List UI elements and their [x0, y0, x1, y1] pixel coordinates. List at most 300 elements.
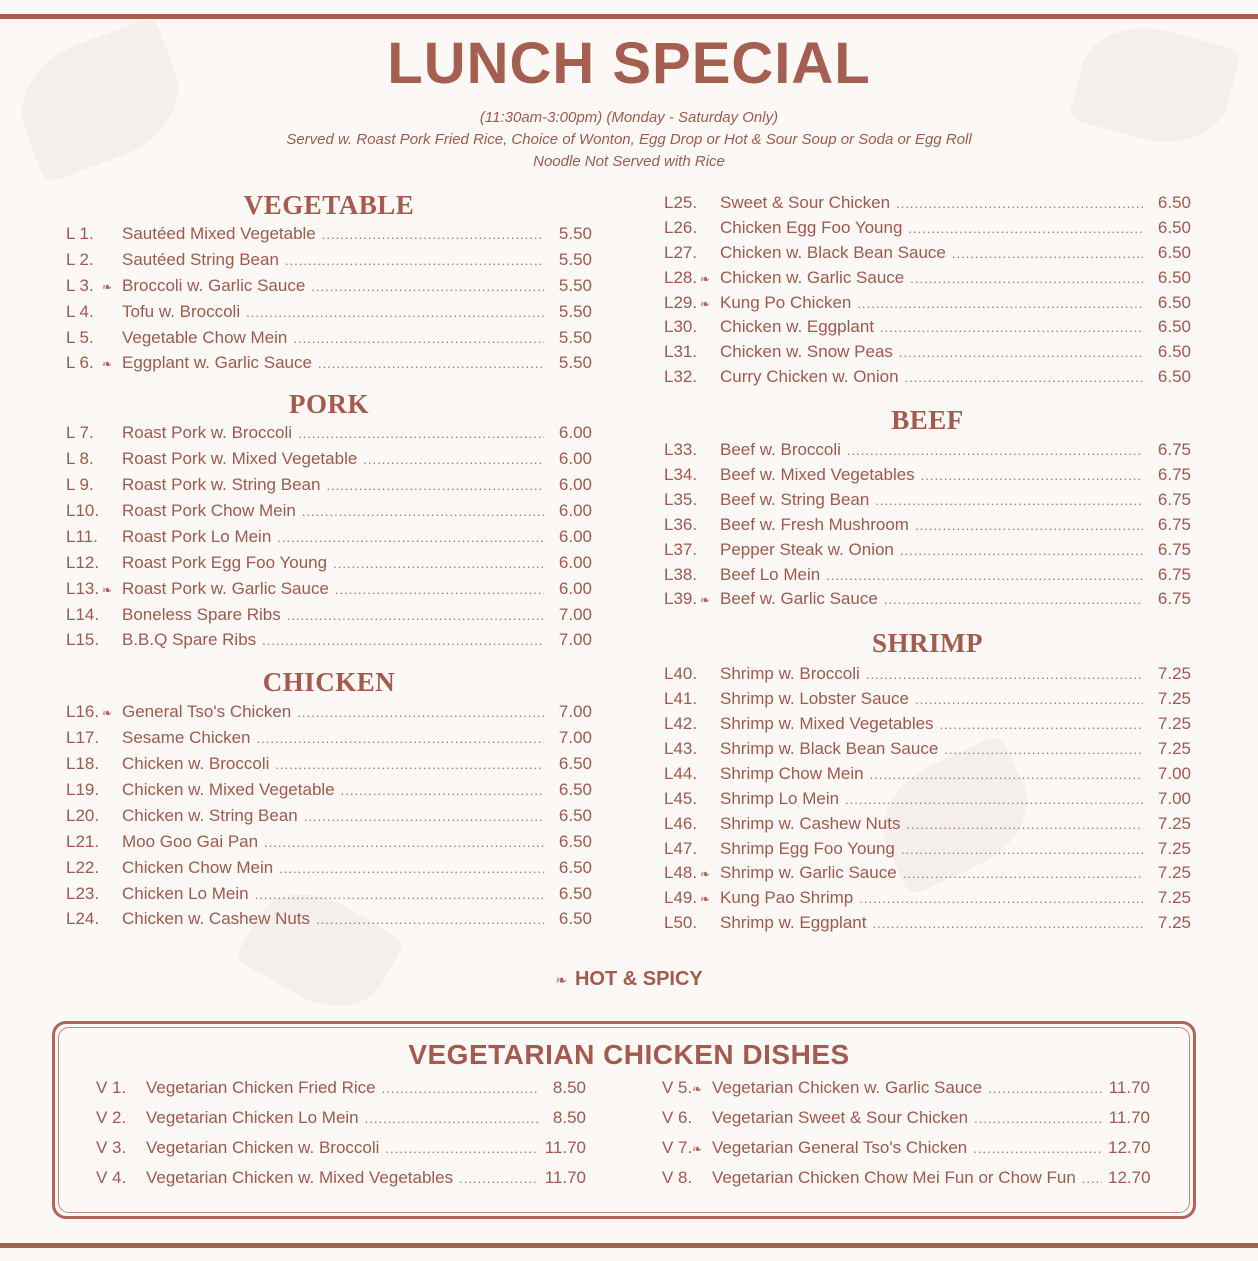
item-price: 12.70 — [1108, 1168, 1151, 1187]
item-price: 5.50 — [558, 275, 592, 295]
served-with-note: Served w. Roast Pork Fried Rice, Choice of Wonton, Egg Drop or Hot & Sour Soup or Soda or Egg Roll — [286, 131, 972, 148]
item-name: Chicken w. Garlic Sauce — [720, 267, 905, 287]
item-code-wrap — [664, 193, 718, 213]
hot-pepper-icon: ❧ — [700, 892, 711, 907]
item-code-wrap — [664, 317, 718, 337]
dot-leader — [915, 689, 1143, 709]
top-rule — [0, 14, 1258, 19]
item-price: 6.00 — [558, 501, 592, 521]
dot-leader — [257, 728, 544, 748]
item-code-wrap — [664, 888, 718, 908]
item-code: L12. — [66, 552, 100, 572]
hot-pepper-icon: ❧ — [692, 1082, 703, 1096]
item-code: L36. — [664, 514, 698, 534]
hot-pepper-icon: ❧ — [555, 972, 567, 988]
item-code: L21. — [66, 831, 100, 851]
dot-leader — [896, 193, 1143, 213]
item-price: 6.50 — [558, 754, 592, 774]
dot-leader — [365, 1108, 538, 1128]
item-code: L28. — [664, 267, 698, 287]
item-price: 6.75 — [1157, 564, 1191, 584]
bottom-rule — [0, 1243, 1258, 1248]
item-name: Chicken Egg Foo Young — [720, 217, 903, 237]
menu-item — [66, 501, 592, 527]
item-name: Chicken w. Black Bean Sauce — [720, 242, 946, 262]
dot-leader — [900, 540, 1143, 560]
item-price: 6.00 — [558, 449, 592, 469]
item-name: Sautéed Mixed Vegetable — [122, 224, 316, 243]
item-code: L11. — [66, 526, 98, 546]
item-code-wrap — [66, 884, 120, 904]
menu-item — [664, 589, 1191, 614]
item-code: V 4. — [96, 1168, 127, 1187]
dot-leader — [262, 630, 544, 650]
item-code: V 2. — [96, 1108, 127, 1127]
item-code-wrap — [664, 440, 718, 460]
dot-leader — [847, 440, 1143, 460]
item-code: L 2. — [66, 249, 94, 269]
item-code: L25. — [664, 193, 698, 212]
item-code: L30. — [664, 317, 698, 337]
item-code: V 6. — [662, 1108, 693, 1127]
dot-leader — [866, 664, 1143, 684]
section-title-pork: PORK — [289, 389, 369, 420]
item-price: 7.25 — [1157, 813, 1191, 833]
item-code-wrap — [664, 789, 718, 809]
item-code-wrap — [664, 515, 718, 535]
menu-item — [66, 328, 592, 354]
dot-leader — [318, 353, 544, 373]
item-name: Shrimp w. Mixed Vegetables — [720, 714, 934, 734]
item-price: 6.50 — [558, 909, 592, 929]
item-price: 7.25 — [1157, 689, 1191, 709]
item-code-wrap — [66, 501, 120, 521]
item-code: L37. — [664, 539, 698, 559]
item-price: 6.50 — [558, 805, 592, 825]
item-code: L23. — [66, 883, 100, 903]
item-price: 6.50 — [1157, 217, 1191, 237]
chicken-continued-items — [664, 193, 1191, 392]
menu-item — [66, 884, 592, 910]
vegetarian-title: VEGETARIAN CHICKEN DISHES — [408, 1039, 850, 1070]
section-title-chicken: CHICKEN — [262, 667, 396, 698]
dot-leader — [311, 276, 544, 296]
item-code-wrap — [664, 839, 718, 859]
item-code-wrap — [96, 1078, 144, 1098]
item-name: Shrimp w. Lobster Sauce — [720, 689, 909, 709]
item-name: Broccoli w. Garlic Sauce — [122, 275, 306, 295]
item-code-wrap — [664, 863, 718, 883]
hot-pepper-icon: ❧ — [700, 867, 711, 882]
item-name: Roast Pork w. Broccoli — [122, 423, 293, 443]
item-code: L19. — [66, 780, 100, 800]
item-price: 6.50 — [558, 883, 592, 903]
item-code-wrap — [96, 1108, 144, 1128]
item-code-wrap — [664, 739, 718, 759]
item-price: 11.70 — [1108, 1108, 1150, 1127]
item-code-wrap — [664, 218, 718, 238]
item-name: Shrimp w. Garlic Sauce — [720, 863, 897, 883]
item-name: Pepper Steak w. Onion — [720, 539, 894, 559]
item-code: L27. — [664, 242, 698, 262]
vegetarian-right-column — [662, 1078, 1150, 1198]
item-name: Shrimp Egg Foo Young — [720, 838, 895, 858]
item-name: Vegetable Chow Mein — [122, 327, 288, 347]
dot-leader — [275, 754, 544, 774]
dot-leader — [363, 449, 544, 469]
item-price: 7.25 — [1157, 888, 1191, 908]
menu-item — [662, 1078, 1150, 1108]
dot-leader — [293, 328, 544, 348]
menu-item — [664, 789, 1191, 814]
dot-leader — [298, 423, 544, 443]
dot-leader — [903, 863, 1143, 883]
menu-item — [66, 553, 592, 579]
dot-leader — [974, 1108, 1102, 1128]
item-name: Vegetarian General Tso's Chicken — [712, 1138, 968, 1157]
item-price: 6.50 — [1157, 267, 1191, 287]
hot-pepper-icon: ❧ — [692, 1142, 703, 1156]
menu-item — [664, 814, 1191, 839]
item-name: Vegetarian Chicken w. Garlic Sauce — [712, 1078, 983, 1097]
dot-leader — [333, 553, 544, 573]
item-price: 7.00 — [558, 604, 592, 624]
item-name: Shrimp w. Black Bean Sauce — [720, 739, 939, 759]
menu-item — [664, 465, 1191, 490]
item-code-wrap — [66, 353, 120, 373]
dot-leader — [285, 250, 544, 270]
menu-item — [96, 1138, 586, 1168]
menu-item — [66, 423, 592, 449]
item-code-wrap — [66, 832, 120, 852]
item-price: 7.25 — [1157, 913, 1191, 933]
menu-item — [662, 1138, 1150, 1168]
item-name: Chicken w. Eggplant — [720, 317, 875, 337]
menu-item — [664, 689, 1191, 714]
item-name: Vegetarian Chicken w. Broccoli — [146, 1138, 380, 1157]
vegetarian-left-items — [96, 1078, 586, 1198]
dot-leader — [940, 714, 1143, 734]
menu-item — [66, 302, 592, 328]
item-code-wrap — [664, 913, 718, 933]
dot-leader — [335, 579, 544, 599]
dot-leader — [952, 243, 1143, 263]
item-name: Chicken w. Cashew Nuts — [122, 909, 311, 929]
menu-item — [664, 863, 1191, 888]
menu-item — [66, 579, 592, 605]
dot-leader — [302, 501, 544, 521]
menu-item — [66, 605, 592, 631]
hot-pepper-icon: ❧ — [102, 357, 113, 372]
item-price: 8.50 — [552, 1078, 586, 1097]
item-code-wrap — [66, 328, 120, 348]
item-price: 5.50 — [558, 301, 592, 321]
item-name: Beef w. Mixed Vegetables — [720, 465, 915, 485]
item-code: L 3. — [66, 275, 94, 295]
item-price: 6.75 — [1157, 440, 1191, 460]
item-code-wrap — [66, 702, 120, 722]
item-name: Chicken w. String Bean — [122, 805, 298, 825]
menu-item — [96, 1078, 586, 1108]
item-code: L42. — [664, 714, 698, 734]
dot-leader — [316, 909, 544, 929]
item-price: 6.75 — [1157, 489, 1191, 509]
menu-item — [664, 218, 1191, 243]
item-code-wrap — [66, 423, 120, 443]
item-code: V 7. — [662, 1138, 693, 1157]
right-menu-column — [664, 193, 1191, 938]
item-code: L24. — [66, 909, 100, 929]
item-name: Beef w. Broccoli — [720, 440, 841, 460]
item-code: L38. — [664, 564, 698, 584]
item-name: Shrimp w. Eggplant — [720, 913, 867, 933]
item-code-wrap — [664, 814, 718, 834]
item-price: 7.25 — [1157, 838, 1191, 858]
item-price: 6.75 — [1157, 465, 1191, 485]
dot-leader — [297, 702, 544, 722]
dot-leader — [910, 268, 1143, 288]
dot-leader — [279, 858, 544, 878]
dot-leader — [857, 293, 1143, 313]
item-code-wrap — [66, 250, 120, 270]
item-code: L 7. — [66, 423, 94, 443]
item-code: L31. — [664, 342, 698, 362]
item-code: L46. — [664, 813, 698, 833]
dot-leader — [921, 465, 1143, 485]
item-code: V 8. — [662, 1168, 693, 1187]
item-price: 6.75 — [1157, 539, 1191, 559]
menu-item — [664, 440, 1191, 465]
item-code-wrap — [664, 465, 718, 485]
item-price: 5.50 — [558, 249, 592, 269]
item-code: L 9. — [66, 475, 94, 495]
item-price: 7.25 — [1157, 664, 1191, 684]
dot-leader — [287, 605, 544, 625]
vegetarian-left-column — [96, 1078, 586, 1198]
item-name: Moo Goo Gai Pan — [122, 831, 259, 851]
item-name: Shrimp w. Broccoli — [720, 664, 860, 684]
dot-leader — [905, 367, 1143, 387]
menu-item — [66, 858, 592, 884]
dot-leader — [875, 490, 1143, 510]
dot-leader — [826, 565, 1143, 585]
item-code: L 8. — [66, 449, 94, 469]
item-code-wrap — [66, 527, 120, 547]
menu-item — [96, 1168, 586, 1198]
item-price: 6.75 — [1157, 514, 1191, 534]
section-title-beef: BEEF — [891, 405, 964, 436]
menu-item — [66, 806, 592, 832]
dot-leader — [304, 806, 544, 826]
legend-label: HOT & SPICY — [574, 968, 703, 990]
item-code: L49. — [664, 888, 698, 908]
menu-item — [664, 839, 1191, 864]
item-price: 6.00 — [558, 552, 592, 572]
item-name: B.B.Q Spare Ribs — [122, 630, 257, 650]
item-price: 6.50 — [558, 831, 592, 851]
menu-item — [66, 754, 592, 780]
dot-leader — [382, 1078, 538, 1098]
dot-leader — [255, 884, 544, 904]
item-price: 6.00 — [558, 526, 592, 546]
item-code-wrap — [66, 605, 120, 625]
menu-item — [664, 490, 1191, 515]
item-price: 7.00 — [1157, 788, 1191, 808]
item-code: L44. — [664, 763, 698, 783]
item-code-wrap — [664, 243, 718, 263]
item-code-wrap — [66, 224, 120, 244]
item-code: V 5. — [662, 1078, 693, 1097]
item-price: 5.50 — [558, 224, 592, 243]
item-code-wrap — [662, 1108, 710, 1128]
item-price: 7.25 — [1157, 714, 1191, 734]
item-price: 11.70 — [544, 1138, 586, 1157]
dot-leader — [988, 1078, 1102, 1098]
section-title-shrimp: SHRIMP — [872, 628, 983, 659]
item-name: Beef w. Fresh Mushroom — [720, 514, 909, 534]
item-code-wrap — [664, 540, 718, 560]
item-code: V 3. — [96, 1138, 127, 1157]
dot-leader — [385, 1138, 538, 1158]
item-price: 6.50 — [1157, 367, 1191, 387]
item-name: Roast Pork Chow Mein — [122, 501, 296, 521]
dot-leader — [459, 1168, 538, 1188]
menu-item — [66, 353, 592, 379]
menu-item — [66, 475, 592, 501]
item-price: 11.70 — [1108, 1078, 1150, 1097]
item-code: L 6. — [66, 353, 94, 373]
menu-item — [662, 1108, 1150, 1138]
menu-item — [664, 293, 1191, 318]
item-code: L13. — [66, 578, 100, 598]
hot-pepper-icon: ❧ — [102, 279, 113, 294]
item-name: Shrimp Chow Mein — [720, 763, 864, 783]
menu-item — [66, 832, 592, 858]
item-code: L26. — [664, 217, 698, 237]
item-code: L 5. — [66, 327, 94, 347]
dot-leader — [341, 780, 544, 800]
item-code-wrap — [66, 553, 120, 573]
hot-pepper-icon: ❧ — [700, 271, 711, 286]
item-code: L50. — [664, 913, 698, 933]
item-code-wrap — [66, 754, 120, 774]
menu-item — [664, 515, 1191, 540]
item-name: Kung Pao Shrimp — [720, 888, 854, 908]
menu-item — [66, 224, 592, 250]
item-name: Roast Pork w. Garlic Sauce — [122, 578, 329, 598]
dot-leader — [859, 888, 1143, 908]
menu-item — [664, 764, 1191, 789]
item-code: L17. — [66, 728, 100, 748]
item-name: Sautéed String Bean — [122, 249, 279, 269]
item-price: 6.00 — [558, 578, 592, 598]
menu-item — [664, 193, 1191, 218]
item-code-wrap — [96, 1168, 144, 1188]
menu-item — [66, 780, 592, 806]
hot-pepper-icon: ❧ — [102, 582, 113, 597]
hot-pepper-icon: ❧ — [102, 706, 113, 721]
item-price: 6.00 — [558, 475, 592, 495]
menu-item — [664, 367, 1191, 392]
item-name: Chicken Chow Mein — [122, 857, 274, 877]
item-code-wrap — [96, 1138, 144, 1158]
menu-item — [664, 888, 1191, 913]
item-code-wrap — [66, 728, 120, 748]
dot-leader — [901, 839, 1143, 859]
item-code-wrap — [664, 342, 718, 362]
menu-item — [66, 728, 592, 754]
item-code-wrap — [66, 806, 120, 826]
vegetable-items — [66, 224, 592, 379]
item-name: General Tso's Chicken — [122, 702, 292, 722]
hot-pepper-icon: ❧ — [700, 296, 711, 311]
item-price: 8.50 — [552, 1108, 586, 1127]
item-code: L45. — [664, 788, 698, 808]
item-name: Chicken Lo Mein — [122, 883, 249, 903]
item-name: Beef Lo Mein — [720, 564, 821, 584]
dot-leader — [277, 527, 544, 547]
item-name: Chicken w. Broccoli — [122, 754, 270, 774]
dot-leader — [915, 515, 1143, 535]
menu-item — [66, 630, 592, 656]
item-code-wrap — [664, 490, 718, 510]
section-title-vegetable: VEGETABLE — [243, 190, 415, 220]
item-price: 6.00 — [558, 423, 592, 443]
item-price: 7.00 — [558, 630, 592, 650]
menu-item — [66, 250, 592, 276]
menu-item — [664, 913, 1191, 938]
menu-item — [664, 342, 1191, 367]
hot-spicy-legend — [0, 968, 1258, 991]
item-code: V 1. — [96, 1078, 127, 1097]
item-code-wrap — [66, 449, 120, 469]
item-code-wrap — [66, 909, 120, 929]
menu-item — [66, 702, 592, 728]
item-name: Sesame Chicken — [122, 728, 251, 748]
item-name: Beef w. Garlic Sauce — [720, 589, 878, 609]
item-price: 5.50 — [558, 327, 592, 347]
item-price: 6.50 — [1157, 342, 1191, 362]
dot-leader — [906, 814, 1143, 834]
item-code: L29. — [664, 292, 698, 312]
item-name: Vegetarian Chicken Fried Rice — [146, 1078, 376, 1097]
menu-item — [66, 527, 592, 553]
chicken-items — [66, 702, 592, 935]
item-price: 11.70 — [544, 1168, 586, 1187]
item-name: Sweet & Sour Chicken — [720, 193, 891, 212]
menu-item — [664, 540, 1191, 565]
item-code: L 1. — [66, 224, 94, 243]
item-price: 6.50 — [1157, 292, 1191, 312]
item-price: 6.75 — [1157, 589, 1191, 609]
item-name: Vegetarian Chicken w. Mixed Vegetables — [146, 1168, 454, 1187]
item-code-wrap — [664, 589, 718, 609]
dot-leader — [264, 832, 544, 852]
dot-leader — [1082, 1168, 1102, 1188]
item-code-wrap — [66, 276, 120, 296]
item-code-wrap — [664, 764, 718, 784]
item-name: Vegetarian Sweet & Sour Chicken — [712, 1108, 969, 1127]
item-code: L40. — [664, 664, 698, 684]
menu-item — [66, 909, 592, 935]
item-name: Roast Pork w. String Bean — [122, 475, 321, 495]
item-code-wrap — [664, 689, 718, 709]
dot-leader — [880, 317, 1143, 337]
vegetarian-right-items — [662, 1078, 1150, 1198]
item-code-wrap — [664, 565, 718, 585]
item-code-wrap — [66, 302, 120, 322]
item-name: Chicken w. Snow Peas — [720, 342, 893, 362]
